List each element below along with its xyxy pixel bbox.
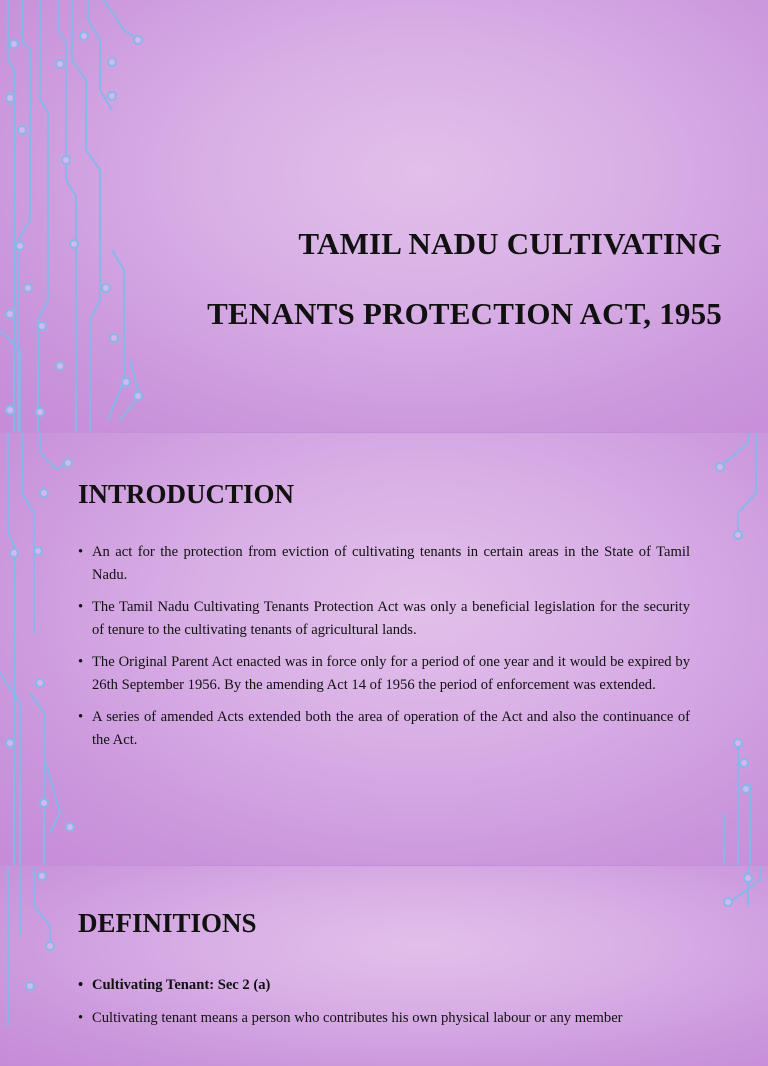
section-heading: DEFINITIONS [78, 908, 257, 938]
circuit-decoration-left-icon [0, 433, 90, 865]
list-item: • The Original Parent Act enacted was in force only for a period of one year and it would be expired by 26th September 1956. By the amending Act 14 of 1956 the period of enforcement was extended. [78, 651, 690, 696]
list-item: • Cultivating Tenant: Sec 2 (a) [78, 974, 690, 997]
list-item: • A series of amended Acts extended both the area of operation of the Act and also the continuance of the Act. [78, 706, 690, 751]
bullet-list [78, 974, 690, 1039]
circuit-decoration-left-icon [0, 866, 70, 1026]
circuit-decoration-right-icon [700, 433, 768, 865]
title-slide [0, 0, 768, 432]
definitions-slide [0, 866, 768, 1066]
list-item: • An act for the protection from eviction of cultivating tenants in certain areas in the State of Tamil Nadu. [78, 541, 690, 586]
introduction-slide [0, 433, 768, 865]
circuit-decoration-left-icon [0, 0, 150, 432]
slide-title-line-1: TAMIL NADU CULTIVATING [298, 226, 722, 261]
section-heading: INTRODUCTION [78, 479, 295, 509]
list-item: • Cultivating tenant means a person who contributes his own physical labour or any member [78, 1007, 690, 1030]
slide-title-line-2: TENANTS PROTECTION ACT, 1955 [207, 296, 722, 331]
list-item: • The Tamil Nadu Cultivating Tenants Protection Act was only a beneficial legislation for the security of tenure to the cultivating tenants of agricultural lands. [78, 596, 690, 641]
bullet-list [78, 541, 690, 761]
circuit-decoration-right-icon [708, 866, 768, 1026]
